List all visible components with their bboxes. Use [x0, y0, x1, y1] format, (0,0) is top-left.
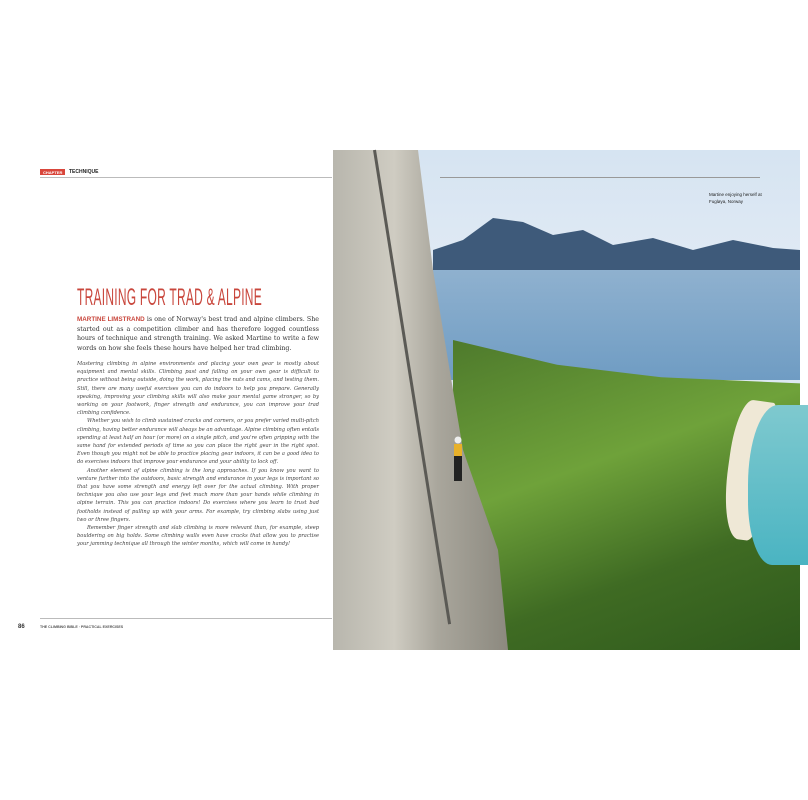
photo-lagoon — [748, 405, 808, 565]
paragraph: Mastering climbing in alpine environments and placing your own gear is mostly about equipment and mental skills. Climbing past and falling on your own gear is difficult to practice without being outside, doing the work, placing the nuts and cams, and testing them. Still, there are many useful exercises you can do indoors to help you prepare. Generally speaking, improving your climbing skills will also make your mental game stronger, so by working on your footwork, finger strength and endurance, you can improve your trad climbing confidence. — [77, 361, 319, 417]
climbing-photo — [333, 150, 800, 650]
header-rule — [40, 177, 332, 178]
author-name: MARTINE LIMSTRAND — [77, 316, 145, 323]
paragraph: Whether you wish to climb sustained cracks and corners, or you prefer varied multi-pitch climbing, having better endurance will always be an advantage. Alpine climbing often entails spending at least half an hour (or more) on a single pitch, and you're often gripping with the same hand for extended periods of time so you can place the right gear in the right spot. Even though you might not be able to practice placing gear indoors, it can be a good idea to do exercises indoors that improve your endurance and your ability to lock off. — [77, 418, 319, 466]
page-number: 86 — [18, 624, 25, 630]
article-intro — [77, 315, 319, 353]
article-body — [77, 360, 319, 549]
footer-rule — [40, 618, 332, 619]
intro-text: is one of Norway's best trad and alpine climbers. She started out as a competition climber and has therefore logged countless hours of technique and strength training. We asked Martine to write a few words on how she feels these hours have helped her trad climbing. — [77, 316, 319, 352]
paragraph: Remember finger strength and slab climbing is more relevant than, for example, steep bouldering on big holds. Some climbing walls even have cracks that allow you to practise your jamming technique all through the winter months, which will come in handy! — [77, 525, 319, 548]
section-label: TECHNIQUE — [69, 169, 99, 175]
photo-climber — [451, 435, 465, 485]
chapter-header — [40, 169, 98, 175]
caption-rule — [440, 177, 760, 178]
article-title: TRAINING FOR TRAD & ALPINE — [77, 284, 262, 311]
paragraph: Another element of alpine climbing is the long approaches. If you know you want to venture further into the outdoors, basic strength and endurance in your legs is important so that you have some strength and energy left over for the actual climbing. With proper technique you also use your legs and feet much more than your hands while climbing in alpine terrain. This you can practice indoors! Do exercises where you learn to trust bad footholds instead of pulling up with your arms. For example, try climbing slabs using just two or three fingers. — [77, 467, 319, 523]
footer-title: THE CLIMBING BIBLE · PRACTICAL EXERCISES — [40, 625, 124, 629]
chapter-label: CHAPTER — [40, 169, 65, 175]
photo-caption: Martine enjoying herself at Fugløya, Norway — [709, 192, 762, 204]
